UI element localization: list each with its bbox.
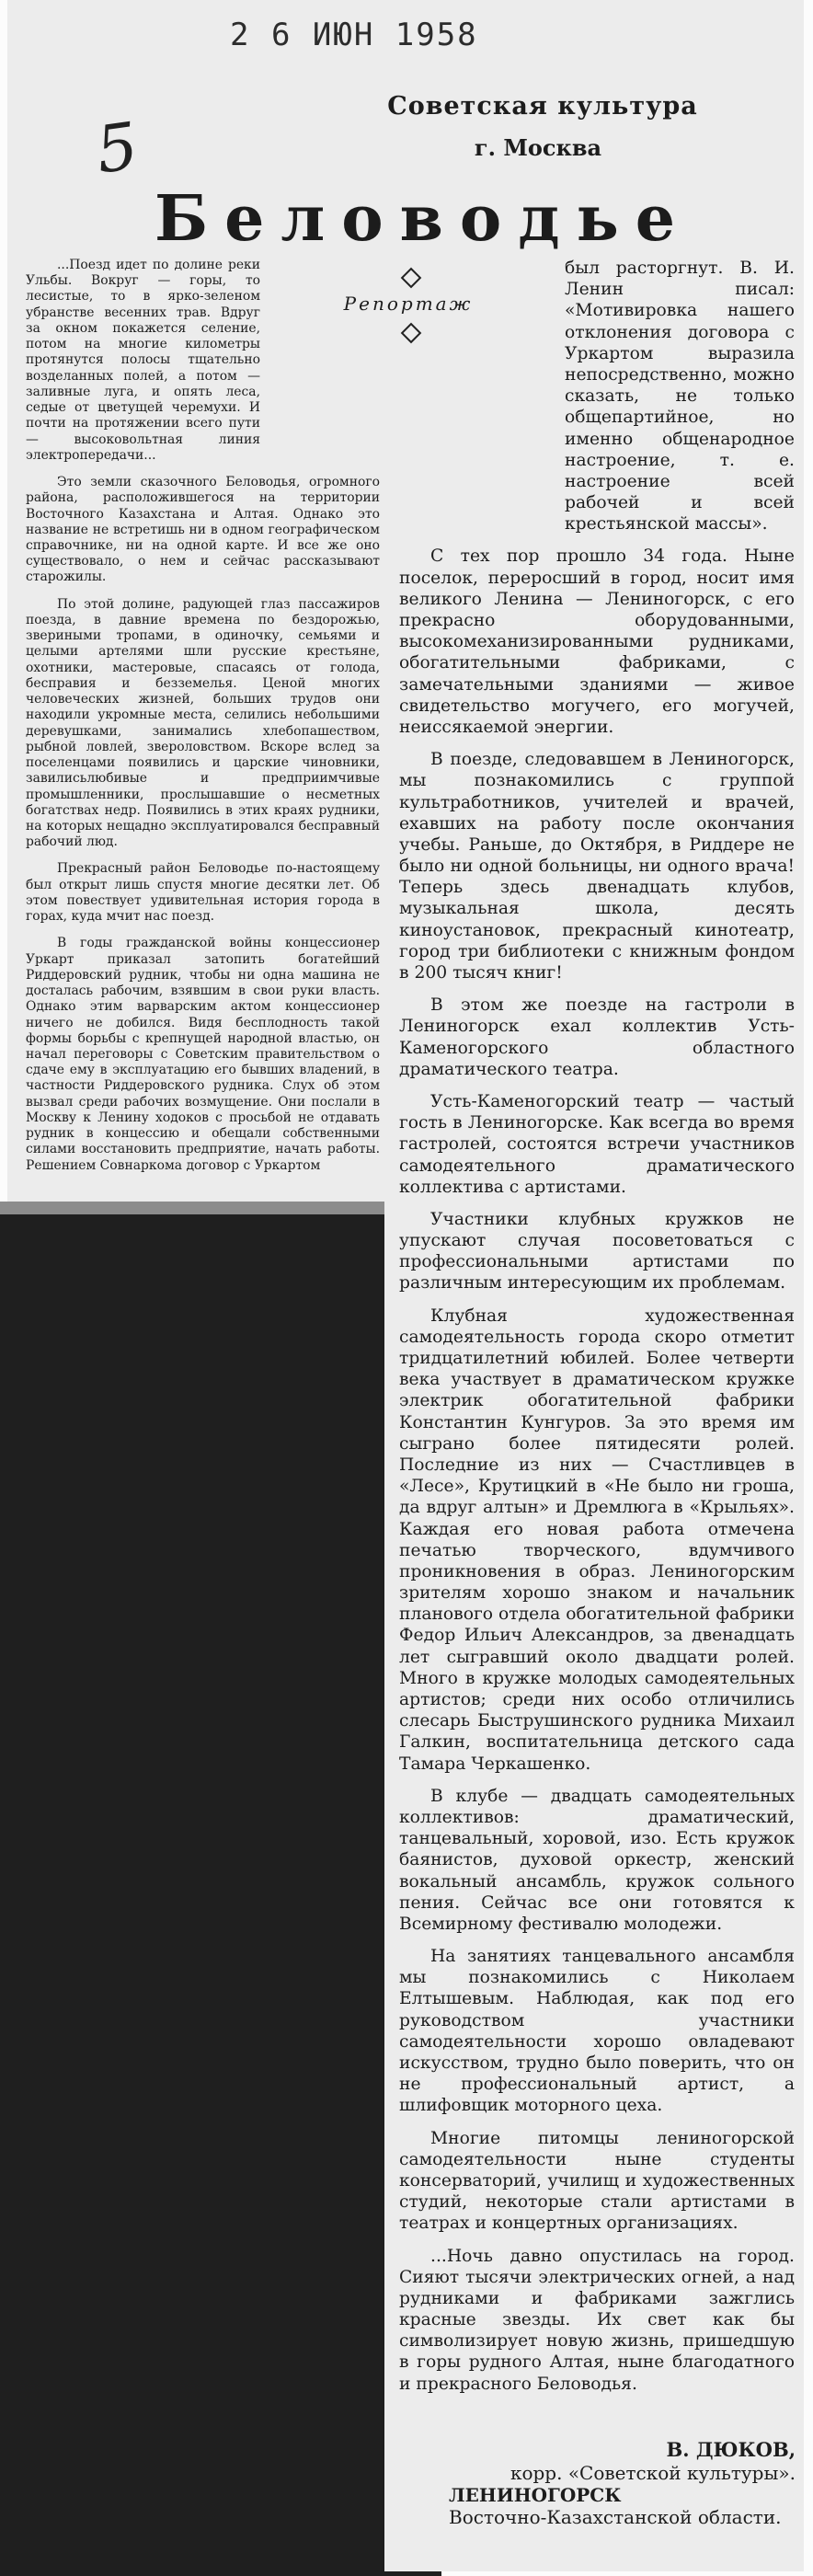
clipping-edge-shadow — [0, 1202, 386, 1214]
article-rubric: Репортаж — [343, 293, 474, 315]
article-paragraph: ...Ночь давно опустилась на город. Сияют тысячи электрических огней, а над рудниками и фабриками зажглись красные звезды. Их свет как бы символизирует новую жизнь, пришедшую в горы рудного Алтая, ныне благодатного и прекрасного Беловодья. — [399, 2246, 795, 2394]
article-paragraph: Прекрасный район Беловодье по-настоящему был открыт лишь спустя многие десятки лет. Об этом повествует удивительная история города в горах, куда мчит нас поезд. — [26, 861, 380, 925]
article-paragraph: В клубе — двадцать самодеятельных коллективов: драматический, танцевальный, хоровой, изо. Есть кружок баянистов, духовой оркестр, женский вокальный ансамбль, кружок сольного пения. Сейчас все они готовятся к Всемирному фестивалю молодежи. — [399, 1786, 795, 1934]
author-region: Восточно-Казахстанской области. — [449, 2506, 782, 2529]
article-paragraph: На занятиях танцевального ансамбля мы познакомились с Николаем Елтышевым. Наблюдая, как под его руководством участники самодеятельности хорошо овладевают искусством, трудно было поверить, что он не профессиональный артист, а шлифовщик моторного цеха. — [399, 1947, 795, 2116]
article-paragraph: В поезде, следовавшем в Лениногорск, мы познакомились с группой культработников, учителей и врачей, ехавших на работу после окончания учебы. Раньше, до Октября, в Риддере не было ни одной больницы, ни одного врача! Теперь здесь двенадцать клубов, музыкальная школа, десять киноустановок, прекрасный кинотеатр, город три библиотеки с книжным фондом в 200 тысяч книг! — [399, 750, 795, 983]
newspaper-city: г. Москва — [474, 134, 602, 161]
date-stamp: 2 6 ИЮН 1958 — [230, 17, 478, 53]
left-column — [26, 258, 380, 1185]
author-name: В. ДЮКОВ, — [666, 2438, 796, 2461]
article-title: Беловодье — [154, 182, 692, 256]
author-city: ЛЕНИНОГОРСК — [449, 2484, 622, 2506]
handwritten-number: 5 — [91, 108, 143, 189]
author-signature — [423, 2438, 796, 2529]
article-paragraph: С тех пор прошло 34 года. Ныне поселок, переросший в город, носит имя великого Ленина — Лениногорск, с его прекрасно оборудованными, высокомеханизированными рудниками, обогатительными фабриками, с замечательными зданиями — живое свидетельство могучего, его могучей, неиссякаемой энергии. — [399, 546, 795, 737]
author-position: корр. «Советской культуры». — [510, 2461, 796, 2484]
article-paragraph: В этом же поезде на гастроли в Лениногорск ехал коллектив Усть-Каменогорского областного драматического театра. — [399, 995, 795, 1079]
dark-backing — [0, 1214, 441, 2576]
article-paragraph: Усть-Каменогорский театр — частый гость в Лениногорске. Как всегда во время гастролей, состоятся встречи участников самодеятельного драматического коллектива с артистами. — [399, 1091, 795, 1197]
newspaper-name: Советская культура — [387, 92, 698, 121]
article-paragraph: По этой долине, радующей глаз пассажиров поезда, в давние времена по бездорожью, звериными тропами, в одиночку, семьями и целыми артелями шли русские крестьяне, охотники, мастеровые, спасаясь от голода, бесправия и безземелья. Ценой многих человеческих жизней, больших трудов они находили укромные места, селились небольшими деревушками, занимались хлебопашеством, рыбной ловлей, звероловством. Вскоре вслед за поселенцами появились и царские чиновники, завилисьлюбивые и предприимчивые промышленники, прослышавшие о несметных богатствах недр. Появились в этих краях рудники, на которых нещадно эксплуатировался бесправный рабочий люд. — [26, 596, 380, 850]
article-paragraph: Это земли сказочного Беловодья, огромного района, расположившегося на территории Восточного Казахстана и Алтая. Однако это название не встретишь ни в одном географическом справочнике, ни на одной карте. И все же оно существовало, о нем и сейчас рассказывают старожилы. — [26, 475, 380, 585]
article-paragraph: был расторгнут. В. И. Ленин писал: «Мотивировка нашего отклонения договора с Уркартом выразила непосредственно, можно сказать, не только общепартийное, но именно общенародное настроение, т. е. настроение всей рабочей и всей крестьянской массы». — [565, 259, 795, 535]
article-paragraph: Многие питомцы лениногорской самодеятельности ныне студенты консерваторий, училищ и художественных студий, некоторые стали артистами в театрах и концертных организациях. — [399, 2128, 795, 2234]
article-paragraph: ...Поезд идет по долине реки Ульбы. Вокруг — горы, то лесистые, то в ярко-зеленом убранстве весенних трав. Вдруг за окном покажется селение, потом на многие километры протянутся полосы тщательно возделанных полей, а потом — заливные луга, и опять леса, седые от цветущей черемухи. И почти на протяжении всего пути — высоковольтная линия электропередачи... — [26, 258, 260, 463]
article-paragraph: В годы гражданской войны концессионер Уркарт приказал затопить богатейший Риддеровский рудник, чтобы ни одна машина не досталась рабочим, взявшим в свои руки власть. Однако этим варварским актом концессионер ничего не добился. Видя бесплодность такой формы борьбы с крепнущей народной властью, он начал переговоры с Советским правительством о сдаче ему в эксплуатацию его бывших владений, в частности Риддеровского рудника. Слух об этом вызвал среди рабочих возмущение. Они послали в Москву к Ленину ходоков с просьбой не отдавать рудник в концессию и обещали собственными силами восстановить предприятие, начать работы. Решением Совнаркома договор с Уркартом — [26, 936, 380, 1173]
article-paragraph: Участники клубных кружков не упускают случая посоветоваться с профессиональными артистами по различным интересующим их проблемам. — [399, 1209, 795, 1294]
article-paragraph: Клубная художественная самодеятельность города скоро отметит тридцатилетний юбилей. Более четверти века участвует в драматическом кружке электрик обогатительной фабрики Константин Кунгуров. За это время им сыграно более пятидесяти ролей. Последние из них — Счастливцев в «Лесе», Крутицкий в «Не было ни гроша, да вдруг алтын» и Дремлюга в «Крыльях». Каждая его новая работа отмечена печатью творческого, вдумчивого проникновения в образ. Лениногорским зрителям хорошо знаком и начальник планового отдела обогатительной фабрики Федор Ильич Александров, за двенадцать лет сыгравший около двадцати ролей. Много в кружке молодых самодеятельных артистов; среди них особо отличились слесарь Быструшинского рудника Михаил Галкин, воспитательница детского сада Тамара Черкашенко. — [399, 1305, 795, 1774]
right-column — [399, 258, 795, 2406]
